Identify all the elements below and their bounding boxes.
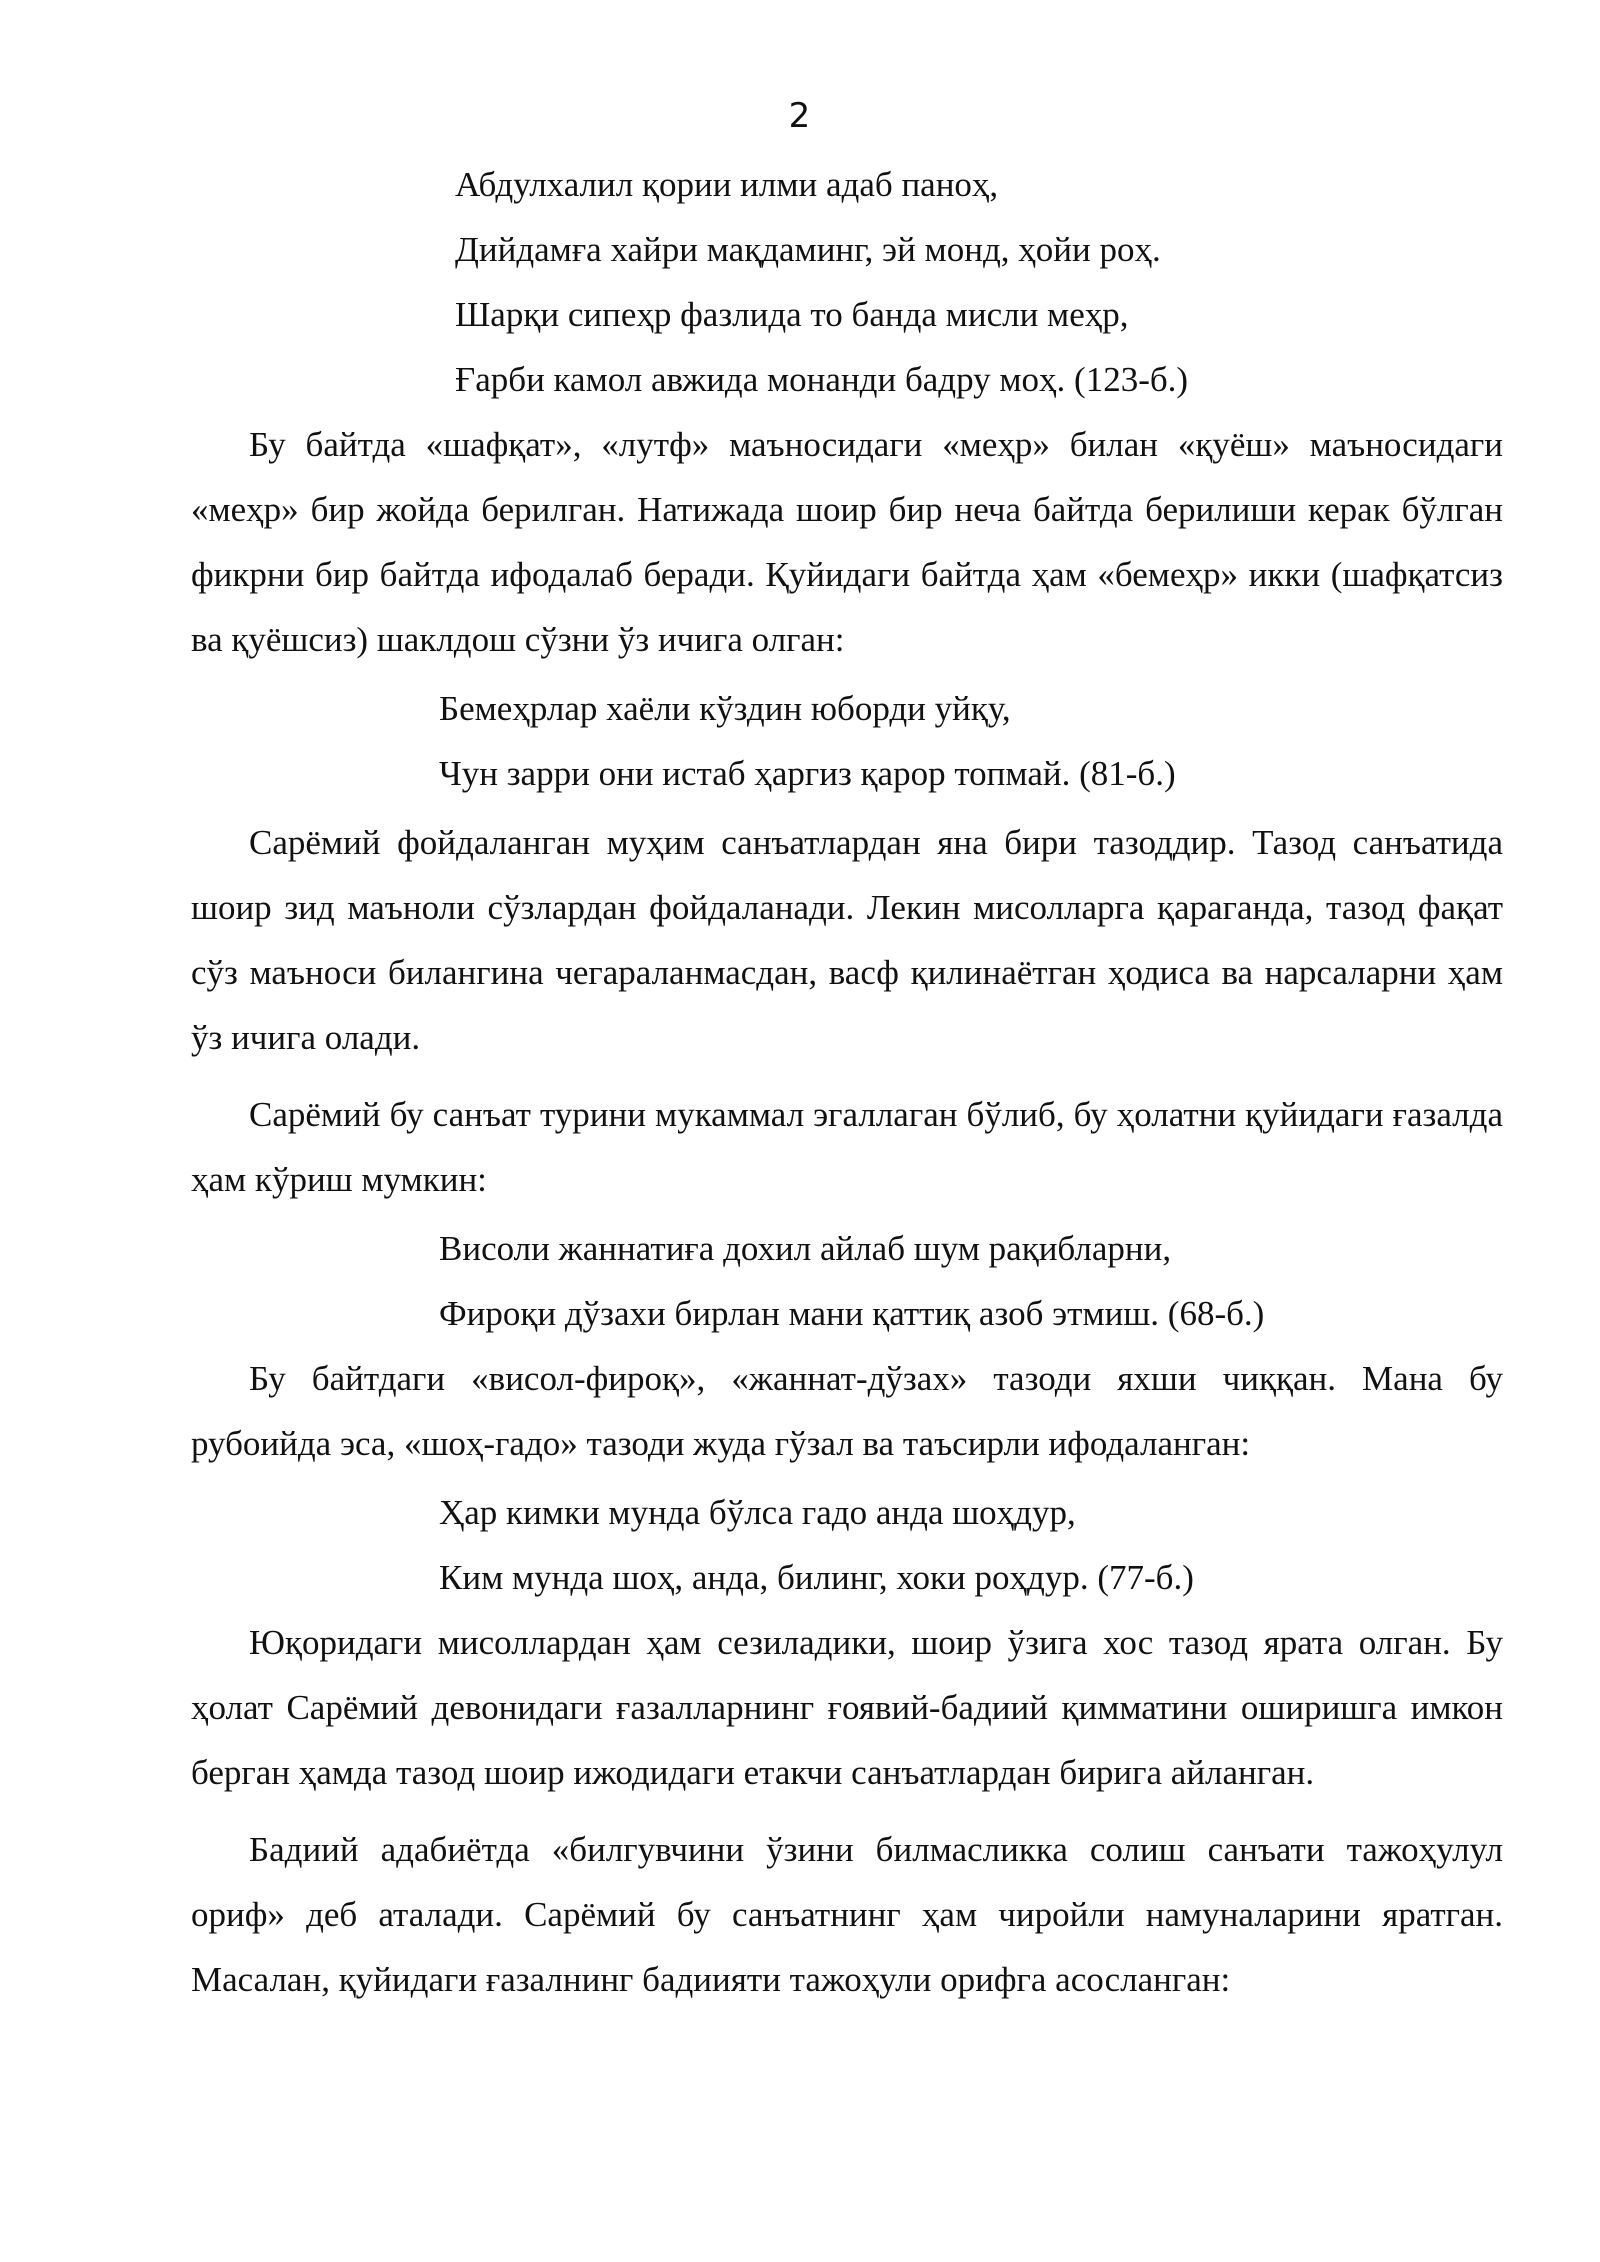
body-paragraph: Сарёмий бу санъат турини мукаммал эгаллаган бўлиб, бу ҳолатни қуйидаги ғазалда ҳам кўриш мумкин:	[191, 1095, 1503, 1199]
verse-line: Фироқи дўзахи бирлан мани қаттиқ азоб этмиш. (68-б.)	[439, 1294, 1265, 1333]
verse-line: Бемеҳрлар хаёли кўздин юборди уйқу,	[439, 689, 1011, 728]
body-paragraph: Сарёмий фойдаланган муҳим санъатлардан яна бири тазоддир. Тазод санъатида шоир зид маъноли сўзлардан фойдаланади. Лекин мисолларга қараганда, тазод фақат сўз маъноси билангина чегараланмасдан, васф қилинаётган ҳодиса ва нарсаларни ҳам ўз ичига олади.	[191, 823, 1503, 1057]
verse-line: Шарқи сипеҳр фазлида то банда мисли меҳр,	[455, 295, 1129, 334]
verse-line: Ғарби камол авжида монанди бадру моҳ. (123-б.)	[455, 360, 1189, 399]
body-paragraph: Бу байтдаги «висол-фироқ», «жаннат-дўзах» тазоди яхши чиққан. Мана бу рубоийда эса, «шоҳ-гадо» тазоди жуда гўзал ва таъсирли ифодаланган:	[191, 1359, 1503, 1463]
verse-group	[191, 1480, 1503, 1610]
body-paragraph: Юқоридаги мисоллардан ҳам сезиладики, шоир ўзига хос тазод ярата олган. Бу ҳолат Сарёмий девонидаги ғазалларнинг ғоявий-бадиий қимматини оширишга имкон берган ҳамда тазод шоир ижодидаги етакчи санъатлардан бирига айланган.	[191, 1623, 1503, 1792]
verse-group	[191, 676, 1503, 806]
verse-line: Висоли жаннатиға дохил айлаб шум рақибларни,	[439, 1229, 1172, 1268]
verse-line: Дийдамға хайри мақдаминг, эй монд, ҳойи роҳ.	[455, 230, 1161, 269]
body-paragraph: Бу байтда «шафқат», «лутф» маъносидаги «меҳр» билан «қуёш» маъносидаги «меҳр» бир жойда берилган. Натижада шоир бир неча байтда берилиши керак бўлган фикрни бир байтда ифодалаб беради. Қуйидаги байтда ҳам «бемеҳр» икки (шафқатсиз ва қуёшсиз) шаклдош сўзни ўз ичига олган:	[191, 425, 1503, 659]
document-body	[191, 152, 1503, 2012]
page-number: 2	[788, 96, 812, 136]
verse-line: Абдулхалил қории илми адаб паноҳ,	[455, 165, 999, 204]
verse-line: Ким мунда шоҳ, анда, билинг, хоки роҳдур. (77-б.)	[439, 1558, 1194, 1597]
body-paragraph: Бадиий адабиётда «билгувчини ўзини билмасликка солиш санъати тажоҳулул ориф» деб аталади. Сарёмий бу санъатнинг ҳам чиройли намуналарини яратган. Масалан, қуйидаги ғазалнинг бадиияти тажоҳули орифга асосланган:	[191, 1830, 1503, 1999]
verse-line: Ҳар кимки мунда бўлса гадо анда шоҳдур,	[439, 1493, 1076, 1532]
verse-line: Чун зарри они истаб ҳаргиз қарор топмай. (81-б.)	[439, 754, 1176, 793]
verse-group	[191, 152, 1503, 412]
verse-group	[191, 1216, 1503, 1346]
